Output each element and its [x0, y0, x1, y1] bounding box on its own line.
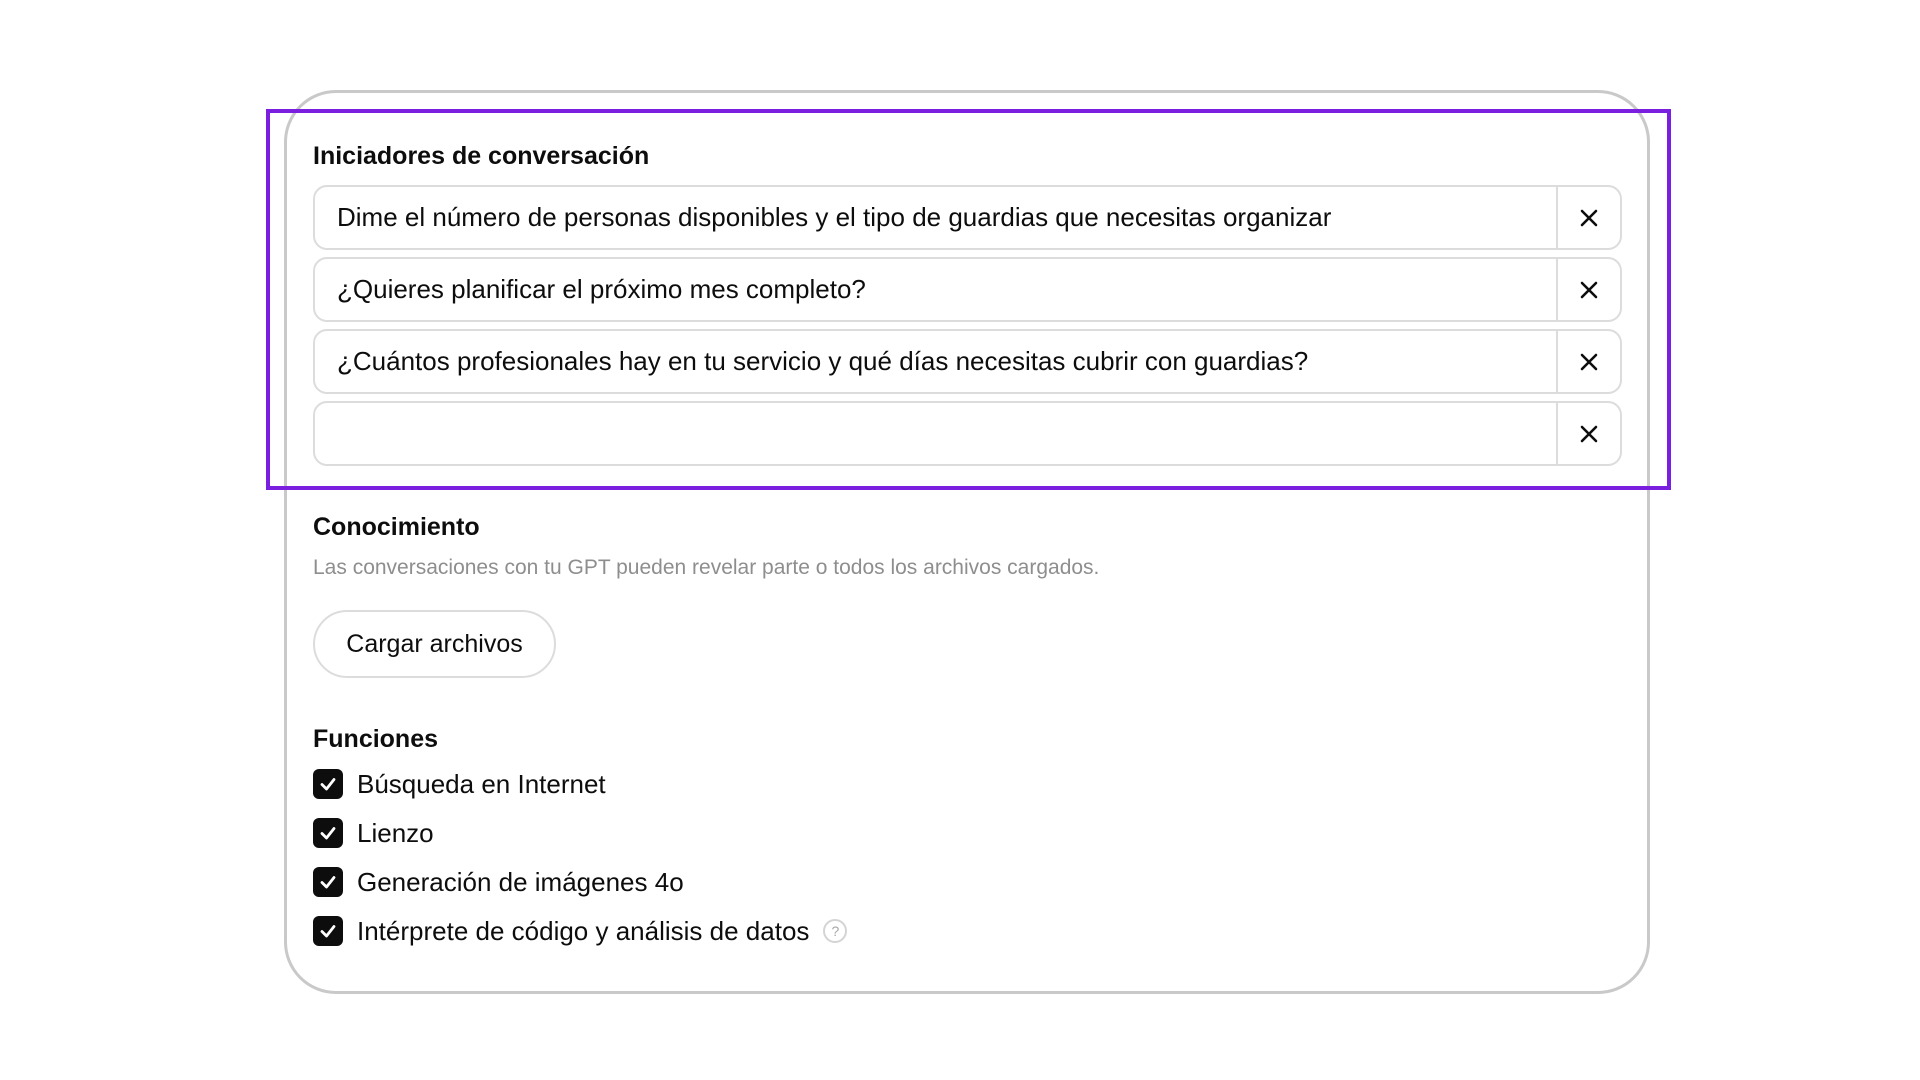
image-generation-checkbox[interactable]: [313, 867, 343, 897]
starter-input[interactable]: ¿Cuántos profesionales hay en tu servicio y qué días necesitas cubrir con guardias?: [337, 346, 1309, 376]
function-label: Lienzo: [357, 817, 434, 848]
web-search-checkbox[interactable]: [313, 769, 343, 799]
checkmark-icon: [318, 823, 338, 843]
starter-row: [313, 401, 1622, 466]
starter-input[interactable]: Dime el número de personas disponibles y el tipo de guardias que necesitas organizar: [337, 202, 1332, 232]
conversation-starters-title: Iniciadores de conversación: [313, 142, 650, 170]
checkmark-icon: [318, 872, 338, 892]
remove-starter-button[interactable]: [1556, 403, 1620, 464]
function-item-image-generation: [313, 866, 684, 898]
function-label: Intérprete de código y análisis de datos: [357, 915, 810, 946]
close-icon: [1579, 352, 1599, 372]
starter-row: [313, 329, 1622, 394]
starter-row: [313, 185, 1622, 250]
function-label: Búsqueda en Internet: [357, 768, 606, 799]
function-label: Generación de imágenes 4o: [357, 866, 684, 897]
functions-title: Funciones: [313, 725, 439, 753]
close-icon: [1579, 208, 1599, 228]
knowledge-description: Las conversaciones con tu GPT pueden revelar parte o todos los archivos cargados.: [313, 556, 1100, 579]
starter-input-empty[interactable]: [315, 403, 1556, 464]
checkmark-icon: [318, 921, 338, 941]
function-item-web-search: [313, 768, 606, 800]
canvas-checkbox[interactable]: [313, 818, 343, 848]
close-icon: [1579, 424, 1599, 444]
remove-starter-button[interactable]: [1556, 187, 1620, 248]
starter-row: [313, 257, 1622, 322]
remove-starter-button[interactable]: [1556, 259, 1620, 320]
knowledge-title: Conocimiento: [313, 513, 480, 541]
starter-input[interactable]: ¿Quieres planificar el próximo mes completo?: [337, 274, 866, 304]
checkmark-icon: [318, 774, 338, 794]
help-icon[interactable]: ?: [823, 919, 847, 943]
remove-starter-button[interactable]: [1556, 331, 1620, 392]
close-icon: [1579, 280, 1599, 300]
upload-files-button[interactable]: Cargar archivos: [313, 610, 556, 678]
function-item-canvas: [313, 817, 434, 849]
function-item-code-interpreter: [313, 915, 847, 947]
code-interpreter-checkbox[interactable]: [313, 916, 343, 946]
